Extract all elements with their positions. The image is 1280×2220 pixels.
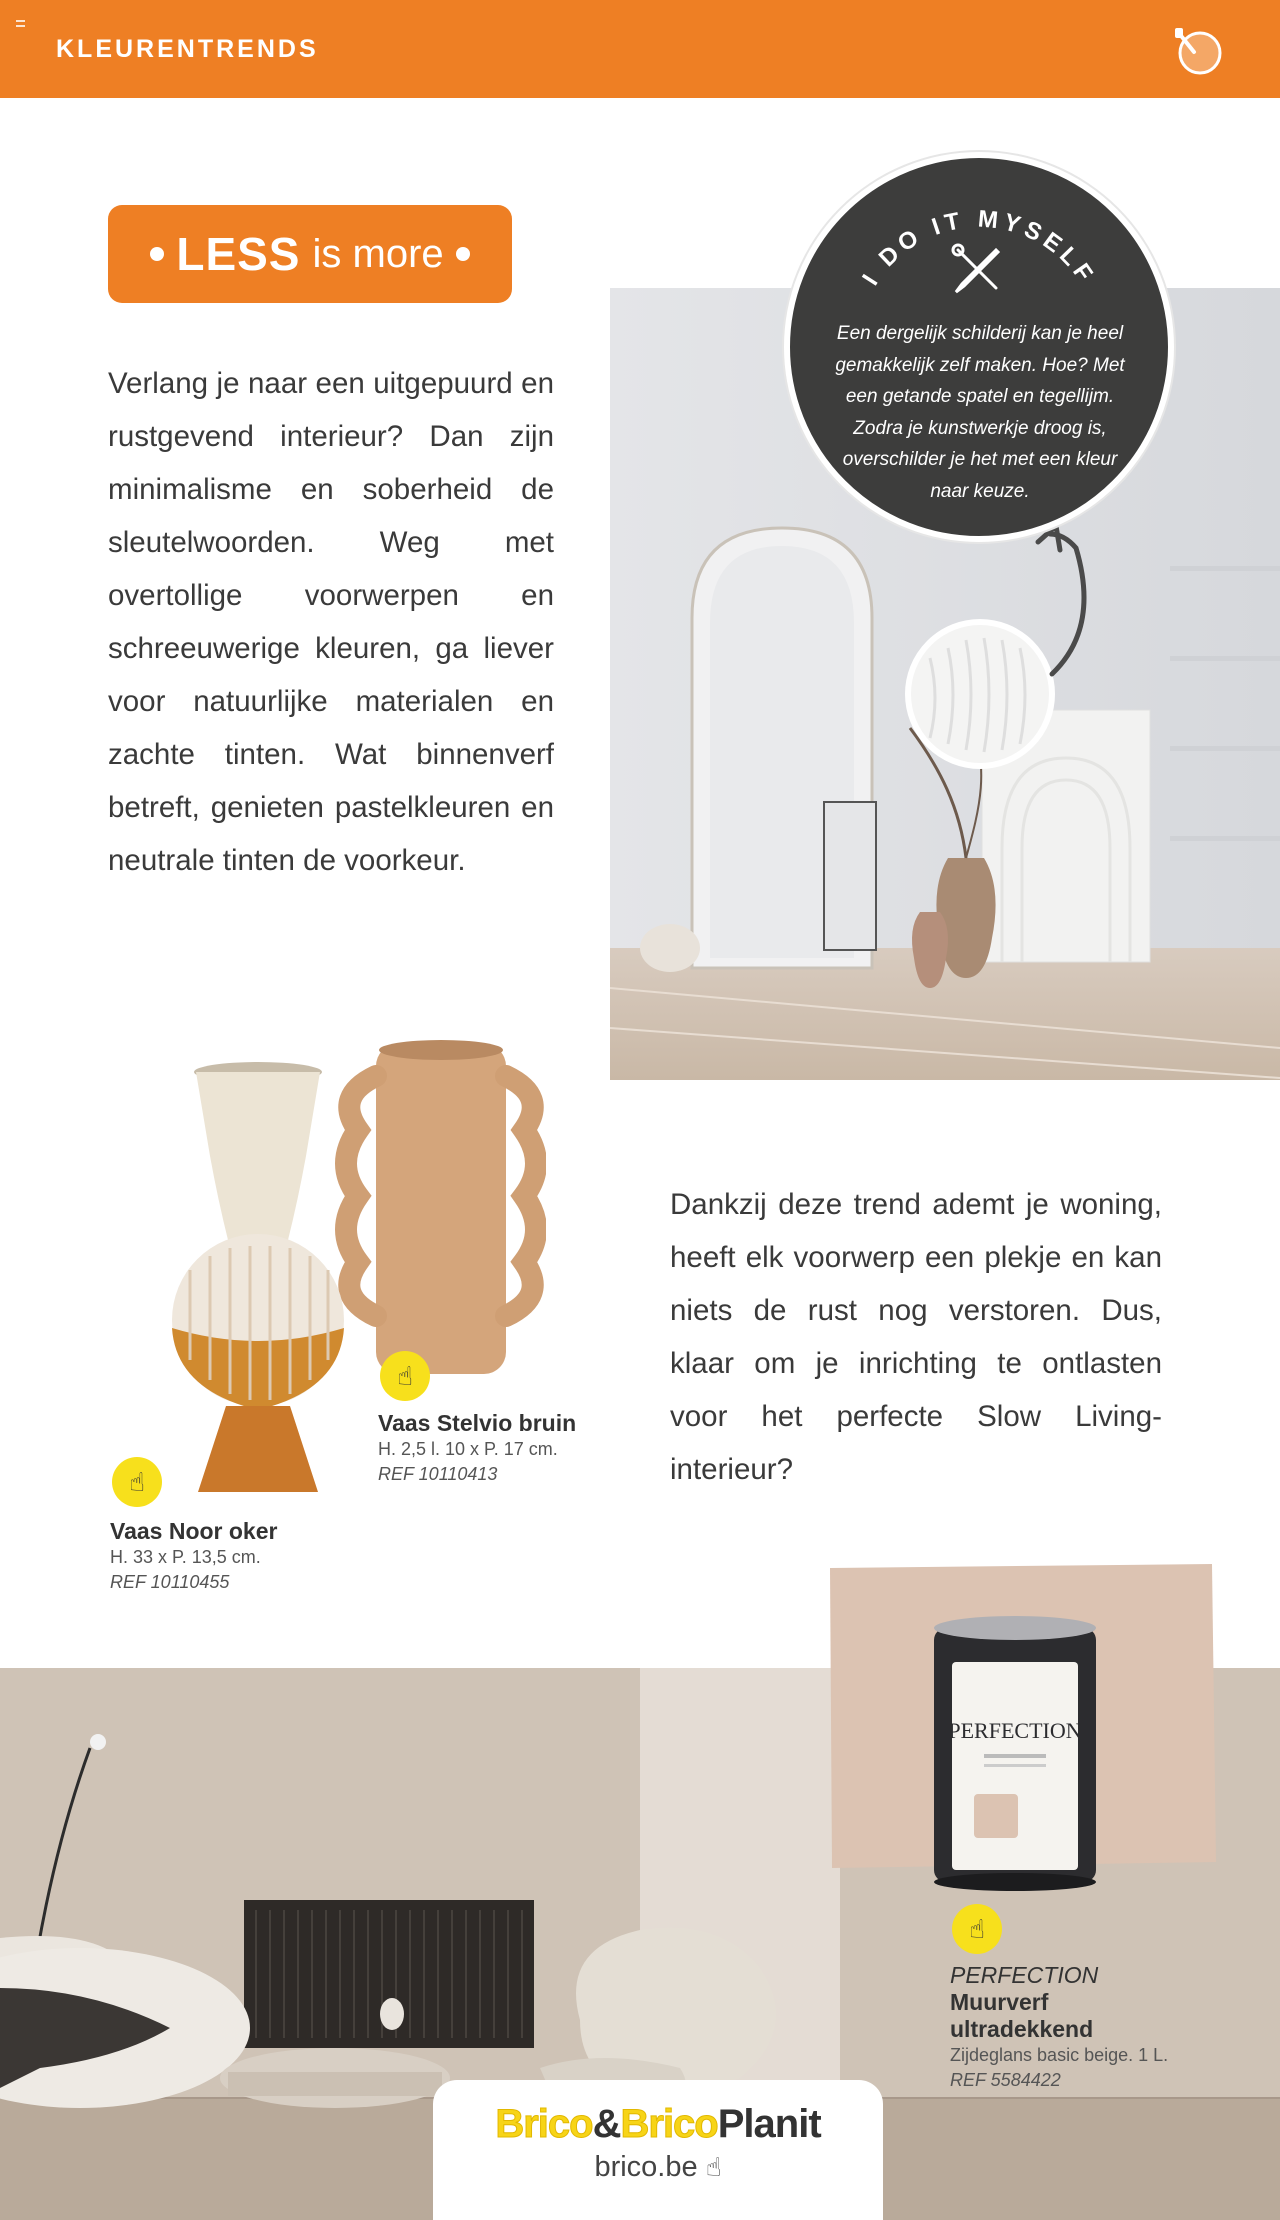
section-title: KLEURENTRENDS [56,35,319,63]
paint-can-image [932,1614,1098,1892]
vase-stelvio-image [334,1036,546,1378]
product-description: Zijdeglans basic beige. 1 L. [950,2045,1169,2065]
product-title-line1: Muurverf [950,1989,1049,2015]
product-ref: REF 5584422 [950,2070,1061,2090]
pill-small-words: is more [312,231,444,276]
product-ref: REF 10110413 [378,1464,498,1484]
product-ref: REF 10110455 [110,1572,230,1592]
tap-icon-perfection[interactable]: ☝ [952,1904,1002,1954]
intro-paragraph: Verlang je naar een uitgepuurd en rustgevend interieur? Dan zijn minimalisme en soberheid de sleutelwoorden. Weg met overtollige voorwerpen en schreeuwerige kleuren, ga liever voor natuurlijke materialen en zachte tinten. Wat binnenverf betreft, genieten pastelkleuren en neutrale tinten de voorkeur. [108,367,554,877]
tap-icon-stelvio[interactable]: ☝ [380,1351,430,1401]
product-brand: PERFECTION [950,1962,1099,1988]
logo-part-brico: Brico [495,2102,593,2146]
logo-part-planit: Planit [717,2102,821,2146]
diy-tip-circle [784,152,1174,542]
logo-part-brico2: Brico [620,2102,718,2146]
bullet-dot [150,247,164,261]
product-stelvio [378,1410,638,1487]
product-dimensions: H. 33 x P. 13,5 cm. [110,1547,261,1567]
vase-noor-image [170,1060,346,1498]
diy-ring-label: I DO IT MYSELF [857,205,1101,291]
brand-url-text: brico.be [594,2151,698,2183]
tools-icon [953,245,998,292]
pill-big-word: LESS [176,228,301,280]
second-paragraph: Dankzij deze trend ademt je woning, heeft elk voorwerp een plekje en kan niets de rust nog verstoren. Dus, klaar om je inrichting te ontlasten voor het perfecte Slow Living-interieur? [670,1188,1162,1486]
logo-amp: & [592,2102,621,2146]
bullet-dot [456,247,470,261]
header-bar [0,0,1280,98]
product-title: Vaas Stelvio bruin [378,1410,577,1436]
product-noor [110,1518,370,1595]
product-dimensions: H. 2,5 l. 10 x P. 17 cm. [378,1439,558,1459]
less-is-more-pill [108,205,512,303]
tap-icon-noor[interactable]: ☝ [112,1457,162,1507]
brand-card[interactable] [433,2080,883,2220]
menu-icon[interactable] [16,20,25,27]
brico-logo [433,2102,883,2147]
paint-can-label: PERFECTION [948,1718,1082,1743]
svg-text:I DO IT MYSELF [857,205,1100,290]
pointer-hand-icon: ☝ [705,2152,722,2182]
product-perfection [950,1962,1250,2093]
diy-tip-text: Een dergelijk schilderij kan je heel gemakkelijk zelf maken. Hoe? Met een getande spatel en tegellijm. Zodra je kunstwerkje droog is, overschilder je het met een kleur naar keuze. [835,323,1125,502]
brand-url-link[interactable] [433,2151,883,2184]
product-title-line2: ultradekkend [950,2016,1094,2042]
product-title: Vaas Noor oker [110,1518,278,1544]
paint-brush-icon [1170,26,1226,76]
